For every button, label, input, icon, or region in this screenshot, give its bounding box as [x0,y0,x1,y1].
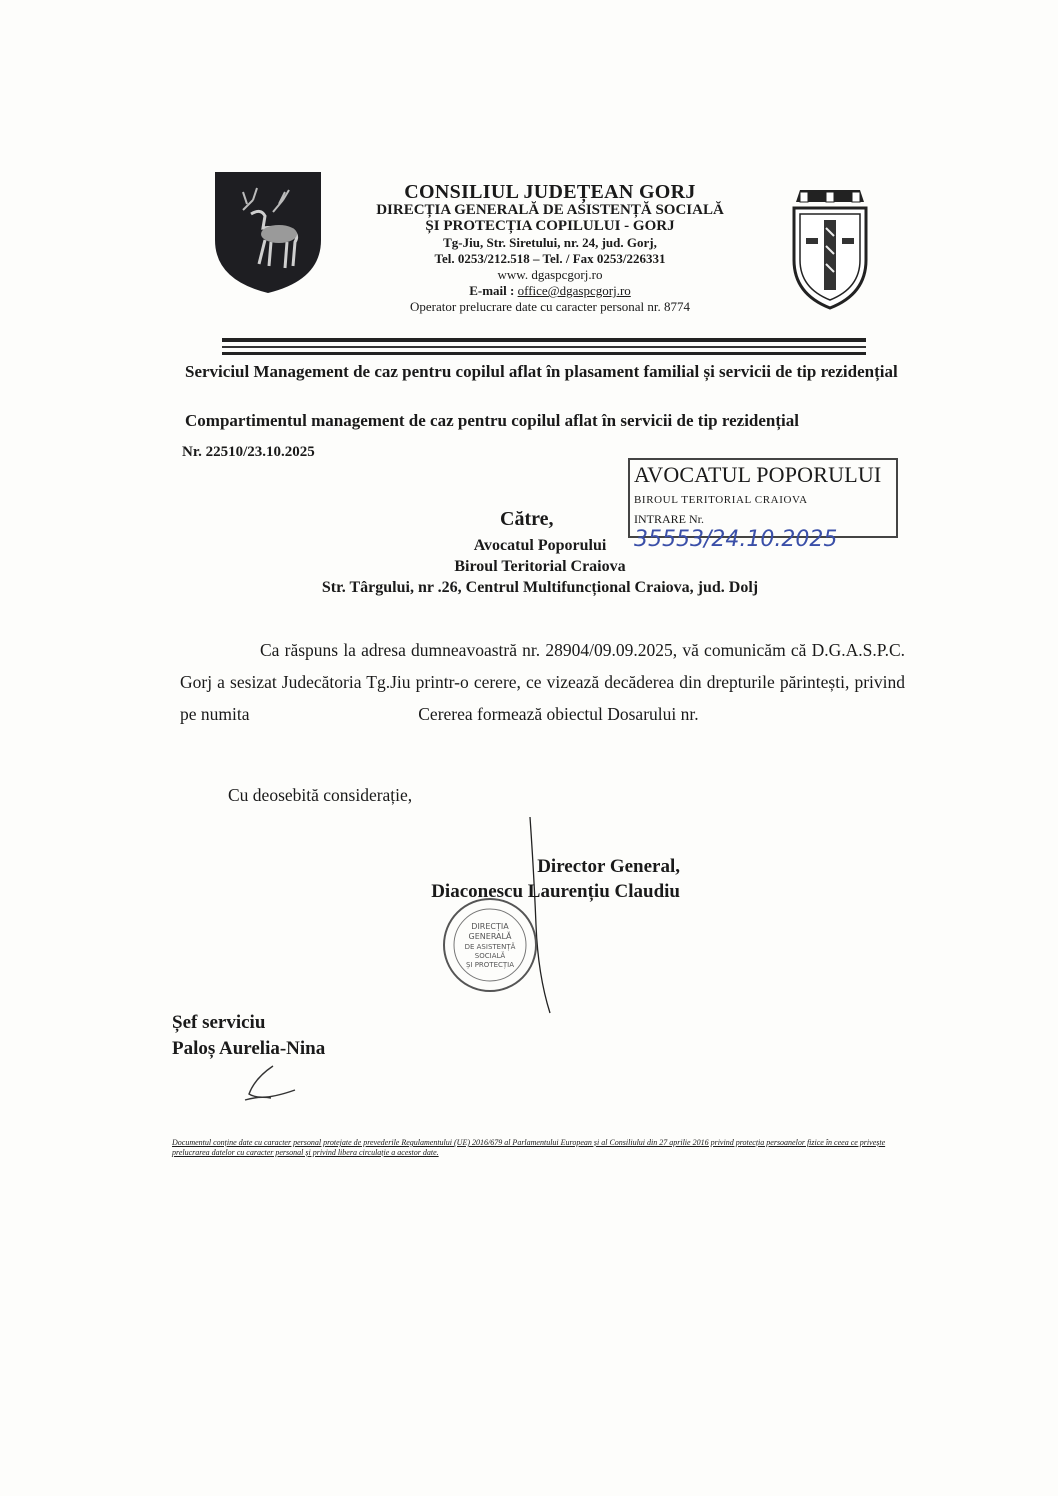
svg-text:DIRECȚIA: DIRECȚIA [471,922,509,931]
letter-body [180,634,905,730]
stamp-title: AVOCATUL POPORULUI [634,462,882,487]
header-divider-bottom [222,352,866,355]
recipient-line-3: Str. Târgului, nr .26, Centrul Multifuncțional Craiova, jud. Dolj [321,578,759,596]
stamp-entry-label: INTRARE Nr. [634,512,704,526]
signatory-name: Diaconescu Laurențiu Claudiu [431,880,680,902]
service-name: Serviciul Management de caz pentru copilul aflat în plasament familial și servicii de tip rezidențial [185,362,898,381]
head-of-service-block [172,1010,325,1061]
svg-text:DE ASISTENȚĂ: DE ASISTENȚĂ [464,943,516,951]
registration-stamp [628,458,898,552]
body-text-part-1: Ca răspuns la adresa dumneavoastră nr. 28904/09.09.2025, vă comunicăm că D.G.A.S.P.C. Gorj a sesizat Judecătoria Tg.Jiu printr-o cerere, ce vizează decăderea din drepturile părintești, privind pe numita [180,640,905,724]
directorate-line-1: DIRECȚIA GENERALĂ DE ASISTENȚĂ SOCIALĂ [376,202,724,218]
gorj-coat-of-arms-icon [213,170,323,295]
head-of-service-signature-icon [225,1060,315,1110]
phone: Tel. 0253/212.518 – Tel. / Fax 0253/226331 [434,250,666,266]
registration-number: Nr. 22510/23.10.2025 [182,444,315,460]
stamp-office: BIROUL TERITORIAL CRAIOVA [634,494,808,506]
recipient-salutation: Către, [500,508,554,530]
svg-text:SOCIALĂ: SOCIALĂ [474,952,506,960]
operator-number: Operator prelucrare date cu caracter personal nr. 8774 [409,298,691,314]
gdpr-footer-note: Documentul conține date cu caracter personal protejate de prevederile Regulamentului (UE) 2016/679 al Parlamentului European și al Consiliului din 27 aprilie 2016 privind protecția persoanelor fizice în ceea ce privește prelucrarea datelor cu caracter personal și privind libera circulație a acestor date. [172,1138,886,1157]
email-line [355,283,745,299]
head-of-service-title: Șef serviciu [172,1012,266,1033]
svg-text:ȘI PROTECȚIA: ȘI PROTECȚIA [465,961,515,969]
head-of-service-name: Paloș Aurelia-Nina [172,1037,326,1059]
address: Tg-Jiu, Str. Siretului, nr. 24, jud. Gorj, [443,234,657,250]
svg-text:GENERALĂ: GENERALĂ [468,932,512,941]
signatory-title: Director General, [537,856,680,877]
header-divider-thin [222,346,866,348]
body-text-part-2: Cererea formează obiectul Dosarului nr. [418,704,699,724]
email-label: E-mail : [469,283,515,299]
council-name: CONSILIUL JUDEȚEAN GORJ [404,181,696,203]
header-divider-thick [222,338,866,342]
email-link[interactable]: office@dgaspcgorj.ro [517,283,631,299]
compartment-name: Compartimentul management de caz pentru copilul aflat în servicii de tip rezidențial [185,411,799,430]
targu-jiu-coat-of-arms-icon [790,188,870,310]
recipient-line-2: Biroul Teritorial Craiova [454,557,626,575]
closing: Cu deosebită considerație, [228,785,413,805]
directorate-line-2: ȘI PROTECȚIA COPILULUI - GORJ [425,217,675,234]
stamp-handwritten-number: 35553/24.10.2025 [634,527,838,552]
website: www. dgaspcgorj.ro [497,267,603,282]
official-seal-icon [440,895,540,995]
body-paragraph [180,634,905,730]
recipient-line-1: Avocatul Poporului [473,537,607,554]
letterhead [355,182,745,313]
recipient-address [260,536,820,598]
